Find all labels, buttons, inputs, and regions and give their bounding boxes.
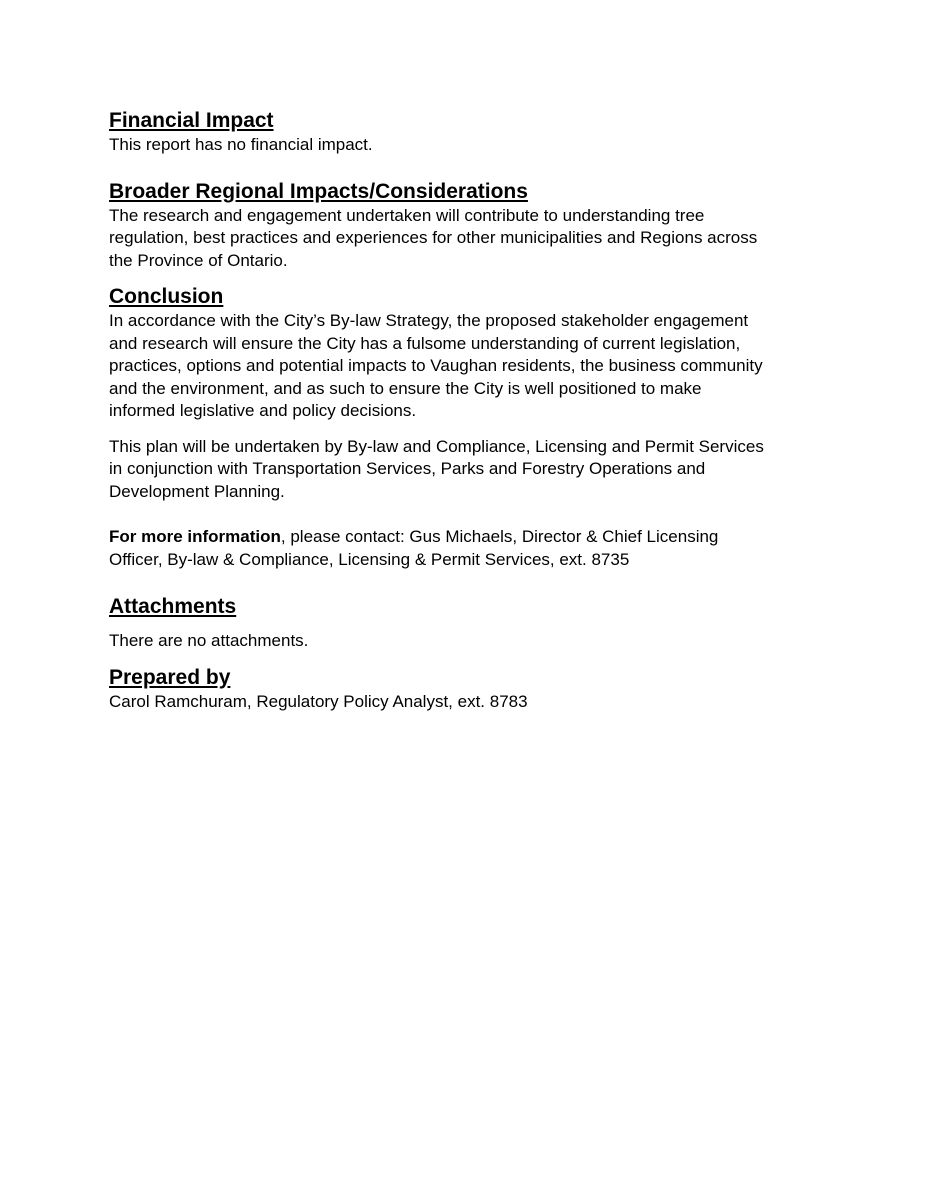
text-line: and the environment, and as such to ensure the City is well positioned to make (109, 378, 702, 398)
contact-info (109, 526, 821, 571)
text-line: This plan will be undertaken by By-law and Compliance, Licensing and Permit Services (109, 436, 764, 456)
text-line: and research will ensure the City has a fulsome understanding of current legislation, (109, 333, 741, 353)
regional-impacts-text (109, 205, 821, 273)
prepared-by-text (109, 691, 821, 714)
conclusion-paragraph-2 (109, 436, 821, 504)
contact-rest: , please contact: Gus Michaels, Director & Chief Licensing (280, 527, 719, 546)
prepared-by-heading: Prepared by (109, 665, 231, 689)
text-line: This report has no financial impact. (109, 135, 373, 154)
text-line: the Province of Ontario. (109, 250, 288, 270)
document-page (109, 108, 821, 713)
conclusion-paragraph-1 (109, 310, 821, 423)
attachments-text (109, 630, 821, 653)
conclusion-heading: Conclusion (109, 285, 224, 308)
text-line: In accordance with the City’s By-law Strategy, the proposed stakeholder engagement (109, 311, 749, 330)
text-line: in conjunction with Transportation Services, Parks and Forestry Operations and (109, 459, 706, 478)
text-line: informed legislative and policy decisions. (109, 401, 417, 420)
contact-lead: For more information (109, 527, 281, 546)
regional-impacts-heading: Broader Regional Impacts/Considerations (109, 179, 528, 203)
text-line (109, 526, 821, 549)
financial-impact-text (109, 134, 821, 157)
attachments-heading: Attachments (109, 595, 237, 618)
text-line: Development Planning. (109, 481, 285, 501)
text-line: There are no attachments. (109, 631, 309, 650)
text-line: Officer, By-law & Compliance, Licensing & Permit Services, ext. 8735 (109, 549, 630, 569)
text-line: The research and engagement undertaken will contribute to understanding tree (109, 205, 705, 225)
financial-impact-heading: Financial Impact (109, 109, 274, 132)
text-line: regulation, best practices and experiences for other municipalities and Regions across (109, 228, 758, 247)
text-line: Carol Ramchuram, Regulatory Policy Analyst, ext. 8783 (109, 691, 528, 711)
text-line: practices, options and potential impacts to Vaughan residents, the business community (109, 356, 763, 375)
